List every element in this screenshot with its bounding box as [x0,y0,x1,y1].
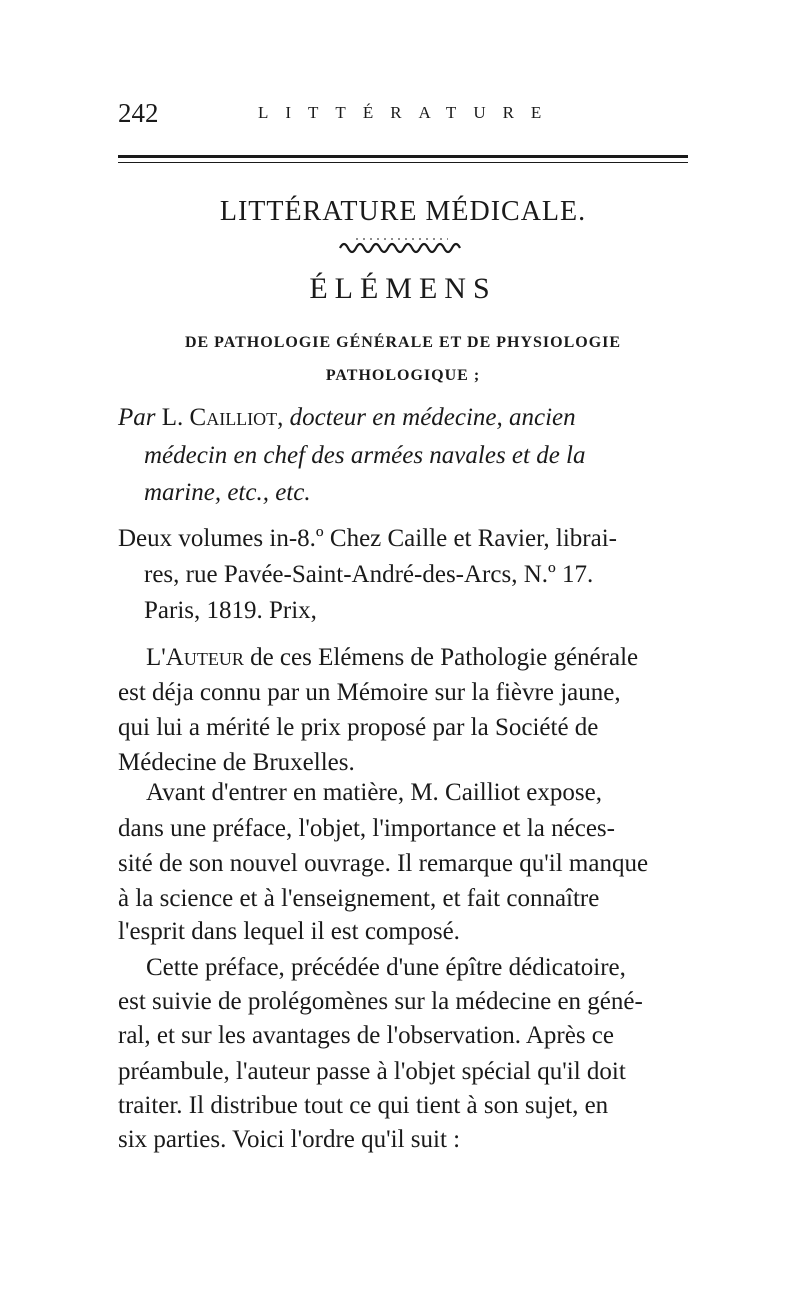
paragraph-line: qui lui a mérité le prix proposé par la Société de [118,714,599,741]
paragraph-line: dans une préface, l'objet, l'importance et la néces- [118,815,615,842]
subtitle-line: DE PATHOLOGIE GÉNÉRALE ET DE PHYSIOLOGIE [184,334,622,351]
paragraph-line: Avant d'entrer en matière, M. Cailliot expose, [146,779,602,806]
paragraph-line: à la science et à l'enseignement, et fait connaître [118,885,600,912]
paragraph-line: est déja connu par un Mémoire sur la fièvre jaune, [118,679,621,706]
author-name: L. Cailliot, [161,404,284,431]
paragraph-line: préambule, l'auteur passe à l'objet spécial qu'il doit [118,1058,626,1085]
header-rule-thick [118,155,688,158]
paragraph-line: ral, et sur les avantages de l'observation. Après ce [118,1022,614,1049]
author-prefix: Par [118,404,156,431]
author-credentials: docteur en médecine, ancien [289,404,576,431]
paragraph-line: traiter. Il distribue tout ce qui tient à son sujet, en [118,1092,609,1119]
running-head [118,98,688,134]
paragraph-line: l'esprit dans lequel il est composé. [118,918,460,945]
subtitle-line: PATHOLOGIQUE ; [325,367,481,384]
author-line: marine, etc., etc. [144,479,311,506]
wavy-ornament [338,236,466,256]
page-number: 242 [118,98,159,128]
publication-line: Paris, 1819. Prix, [144,597,317,624]
author-line: médecin en chef des armées navales et de la [144,442,586,469]
paragraph-line [146,644,638,672]
header-rule-thin [118,162,688,163]
publication-line: res, rue Pavée-Saint-André-des-Arcs, N.º 17. [144,561,594,588]
paragraph-line: sité de son nouvel ouvrage. Il remarque qu'il manque [118,850,649,877]
publication-line: Deux volumes in-8.º Chez Caille et Ravier, librai- [118,525,617,552]
running-title: LITTÉRATURE [258,103,559,122]
section-title: LITTÉRATURE MÉDICALE. [219,196,587,227]
paragraph-text: de ces Elémens de Pathologie générale [250,644,639,671]
author-line [118,404,576,432]
paragraph-lead-word: L'Auteur [146,644,244,671]
book-title: ÉLÉMENS [309,272,497,305]
paragraph-line: Cette préface, précédée d'une épître dédicatoire, [146,954,626,981]
paragraph-line: Médecine de Bruxelles. [118,749,355,776]
paragraph-line: six parties. Voici l'ordre qu'il suit : [118,1126,461,1153]
paragraph-line: est suivie de prolégomènes sur la médecine en géné- [118,988,643,1015]
